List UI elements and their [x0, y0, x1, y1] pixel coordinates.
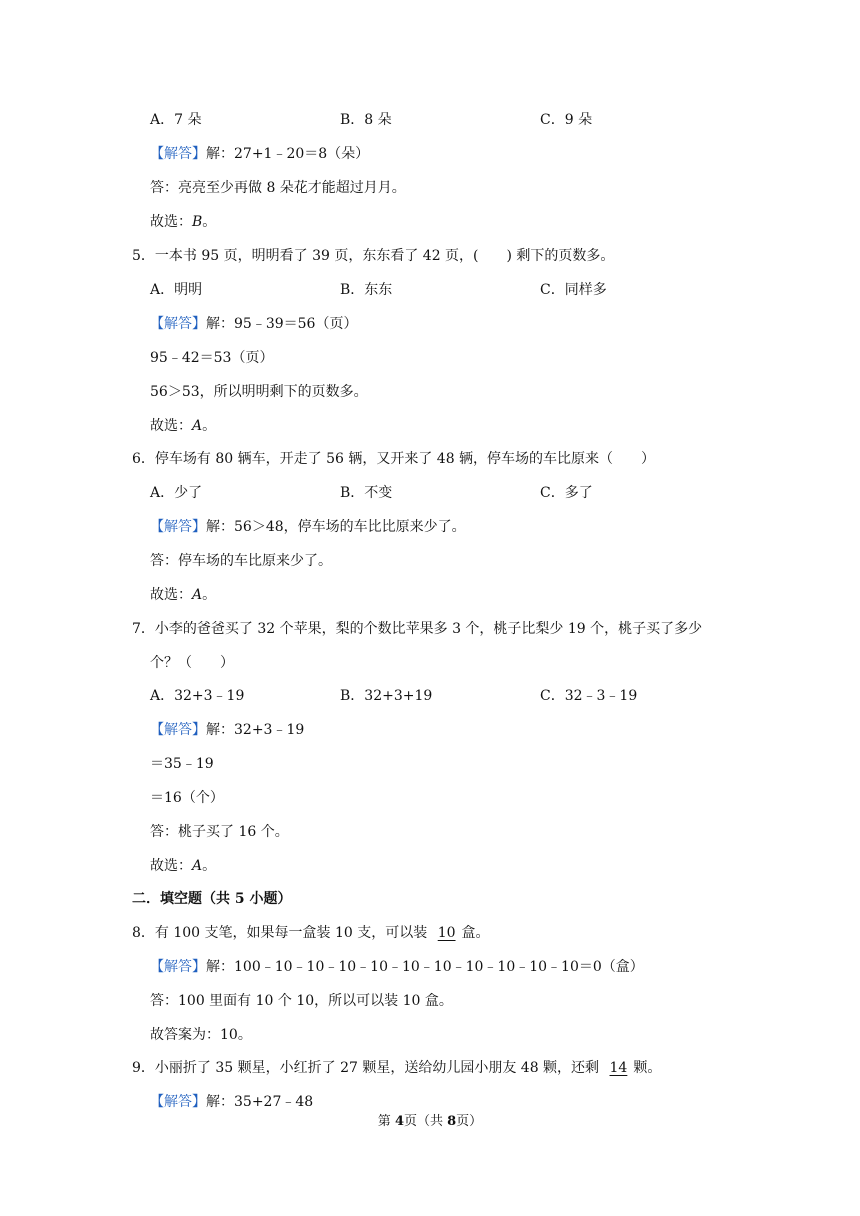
section-title: 二．填空题（共 5 小题）	[132, 891, 292, 907]
answer-label: 【解答】	[150, 146, 206, 162]
option-a: A．7 朵	[150, 112, 202, 128]
question-5: 5．一本书 95 页，明明看了 39 页，东东看了 42 页，( ) 剩下的页数多。	[132, 248, 615, 264]
question-text: 8．有 100 支笔，如果每一盒装 10 支，可以装	[132, 925, 428, 941]
question-text: 9．小丽折了 35 颗星，小红折了 27 颗星，送给幼儿园小朋友 48 颗，还剩	[132, 1060, 600, 1076]
answer-blank: 10	[437, 925, 456, 941]
choice-suffix: 。	[202, 418, 217, 434]
choice-line	[150, 585, 216, 605]
solution-line	[150, 144, 369, 164]
choice-letter: A	[192, 587, 203, 603]
option-c: C．32﹣3﹣19	[540, 688, 638, 704]
solution-text: 解：56＞48，停车场的车比比原来少了。	[206, 519, 466, 535]
page-number: 4	[394, 1114, 404, 1129]
question-7-line2: 个？（ ）	[150, 655, 234, 671]
choice-line	[150, 856, 216, 876]
option-b: B．不变	[340, 485, 393, 501]
final-answer: 故答案为：10。	[150, 1027, 252, 1043]
footer-prefix: 第	[377, 1114, 395, 1129]
choice-prefix: 故选：	[150, 214, 192, 230]
option-b: B．东东	[340, 282, 393, 298]
question-suffix: 颗。	[633, 1060, 662, 1076]
option-a: A．明明	[150, 282, 203, 298]
choice-suffix: 。	[202, 858, 217, 874]
question-6: 6．停车场有 80 辆车，开走了 56 辆，又开来了 48 辆，停车场的车比原来（ ）	[132, 451, 656, 467]
page-total: 8	[447, 1114, 457, 1129]
answer-label: 【解答】	[150, 722, 206, 738]
solution-text: 解：32+3﹣19	[206, 722, 305, 738]
footer-suffix: 页）	[456, 1114, 483, 1129]
option-b: B．32+3+19	[340, 688, 433, 704]
question-9	[132, 1058, 661, 1078]
solution-line	[150, 314, 357, 334]
solution-line	[150, 1092, 313, 1112]
question-8	[132, 923, 490, 943]
option-b: B．8 朵	[340, 112, 392, 128]
work-line: ＝16（个）	[150, 790, 224, 806]
solution-line	[150, 720, 304, 740]
work-line: ＝35﹣19	[150, 756, 214, 772]
reply-line: 答：停车场的车比原来少了。	[150, 553, 332, 569]
solution-text: 解：27+1﹣20＝8（朵）	[206, 146, 370, 162]
work-line: 56＞53，所以明明剩下的页数多。	[150, 384, 368, 400]
choice-prefix: 故选：	[150, 418, 192, 434]
question-suffix: 盒。	[461, 925, 490, 941]
choice-suffix: 。	[202, 587, 217, 603]
page-footer	[0, 1110, 860, 1129]
option-a: A．少了	[150, 485, 203, 501]
choice-line	[150, 416, 216, 436]
question-7-line1: 7．小李的爸爸买了 32 个苹果，梨的个数比苹果多 3 个，桃子比梨少 19 个，桃子买了多少	[132, 621, 703, 637]
option-c: C．9 朵	[540, 112, 593, 128]
option-a: A．32+3﹣19	[150, 688, 245, 704]
solution-line	[150, 957, 644, 977]
reply-line: 答：100 里面有 10 个 10，所以可以装 10 盒。	[150, 993, 453, 1009]
choice-letter: A	[192, 418, 203, 434]
answer-label: 【解答】	[150, 519, 206, 535]
choice-prefix: 故选：	[150, 858, 192, 874]
choice-letter: B	[192, 214, 203, 230]
solution-text: 解：95﹣39＝56（页）	[206, 316, 358, 332]
work-line: 95﹣42＝53（页）	[150, 350, 274, 366]
choice-letter: A	[192, 858, 203, 874]
option-c: C．多了	[540, 485, 593, 501]
answer-blank: 14	[609, 1060, 628, 1076]
reply-line: 答：亮亮至少再做 8 朵花才能超过月月。	[150, 180, 406, 196]
choice-suffix: 。	[202, 214, 217, 230]
answer-label: 【解答】	[150, 959, 206, 975]
choice-prefix: 故选：	[150, 587, 192, 603]
reply-line: 答：桃子买了 16 个。	[150, 824, 289, 840]
solution-line	[150, 517, 466, 537]
footer-middle: 页（共	[403, 1114, 448, 1129]
choice-line	[150, 212, 216, 232]
option-c: C．同样多	[540, 282, 607, 298]
solution-text: 解：100﹣10﹣10﹣10﹣10﹣10﹣10﹣10﹣10﹣10﹣10＝0（盒）	[206, 959, 644, 975]
solution-text: 解：35+27﹣48	[206, 1094, 314, 1110]
answer-label: 【解答】	[150, 1094, 206, 1110]
answer-label: 【解答】	[150, 316, 206, 332]
